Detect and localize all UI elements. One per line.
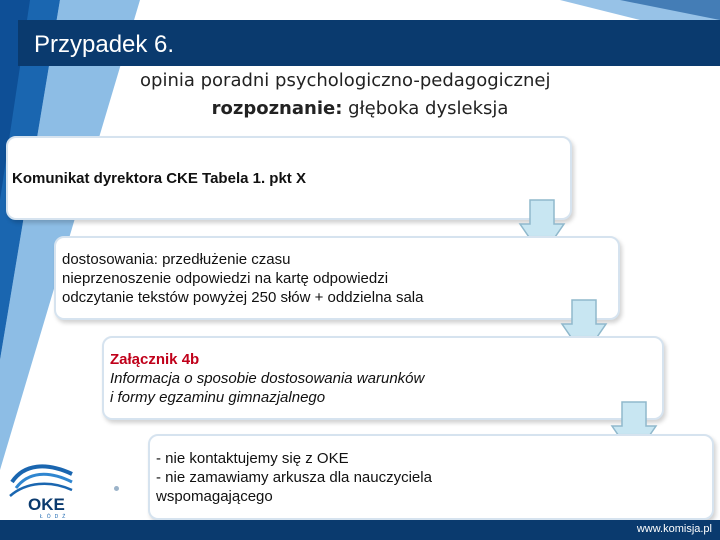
step-box-4-text xyxy=(156,449,432,506)
adjustments-line-3: odczytanie tekstów powyżej 250 słów + oddzielna sala xyxy=(62,289,424,306)
result-line-1: - nie kontaktujemy się z OKE xyxy=(156,450,349,467)
subtitle-diagnosis xyxy=(0,96,720,122)
footer-bar xyxy=(0,520,720,540)
attachment-line-3: i formy egzaminu gimnazjalnego xyxy=(110,389,326,406)
bullet-dot xyxy=(114,486,119,491)
result-line-2: - nie zamawiamy arkusza dla nauczyciela xyxy=(156,469,432,486)
attachment-heading: Załącznik 4b xyxy=(110,351,200,368)
footer-link[interactable]: www.komisja.pl xyxy=(636,523,712,535)
adjustments-line-2: nieprzenoszenie odpowiedzi na kartę odpowiedzi xyxy=(62,270,389,287)
attachment-line-2: Informacja o sposobie dostosowania warunków xyxy=(110,370,425,387)
logo-text: OKE xyxy=(28,495,65,514)
subtitle-opinion: opinia poradni psychologiczno-pedagogicznej xyxy=(140,70,551,91)
slide-title: Przypadek 6. xyxy=(34,31,175,58)
diagnosis-label: rozpoznanie: xyxy=(211,98,343,119)
step-box-2-text xyxy=(62,250,423,307)
adjustments-label: dostosowania xyxy=(62,251,154,268)
adjustments-time: : przedłużenie czasu xyxy=(153,251,291,268)
result-line-3: wspomagającego xyxy=(156,488,273,505)
logo-small-text: ŁÓDŹ xyxy=(40,514,70,520)
step-box-3-text xyxy=(110,350,424,407)
oke-logo xyxy=(6,460,80,520)
step-box-1-text: Komunikat dyrektora CKE Tabela 1. pkt X xyxy=(12,170,306,187)
diagnosis-value: głęboka dysleksja xyxy=(342,98,509,119)
